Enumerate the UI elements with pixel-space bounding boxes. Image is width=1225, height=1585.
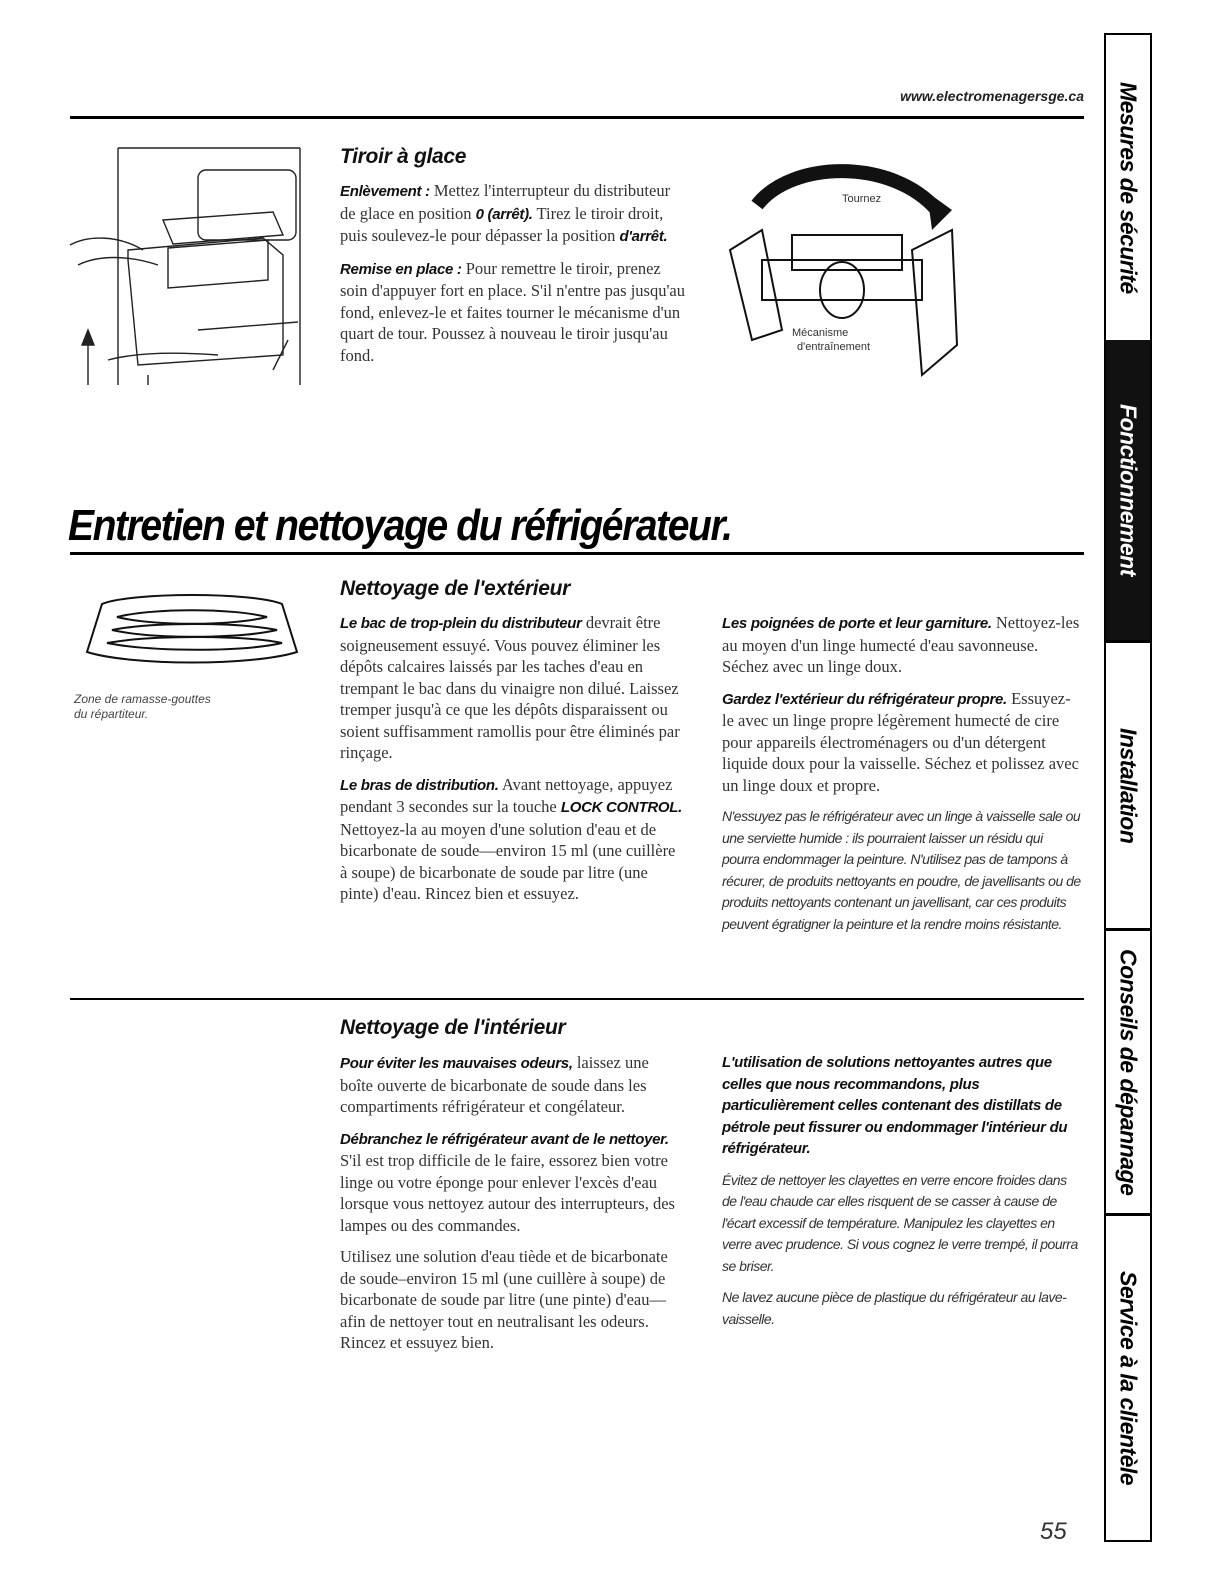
exterior-right-column [722, 612, 1082, 945]
exterior-title: Nettoyage de l'extérieur [340, 577, 571, 600]
exterior-warning: N'essuyez pas le réfrigérateur avec un linge à vaisselle sale ou une serviette humide : ils pourraient laisser un résidu qui pourra endommager la peinture. N'utilisez pas de tampons à récurer, de produits nettoyants en poudre, de javellisants ou de produits nettoyants contenant un javellisant, car ces produits peuvent égratigner la peinture et la rendre moins résistante. [722, 808, 1081, 932]
keep-clean-text: Essuyez-le avec un linge propre légèrement humecté de cire pour appareils électroménagers ou d'un détergent liquide doux pour la vaisselle. Séchez et polissez avec un linge doux et propre. [722, 688, 1079, 795]
tab-installation[interactable] [1106, 643, 1150, 928]
header-rule [70, 116, 1084, 119]
tab-conseils-de-depannage[interactable] [1106, 931, 1150, 1213]
section-tabs [1104, 33, 1152, 1542]
dishwasher-text: Ne lavez aucune pièce de plastique du réfrigérateur au lave-vaisselle. [722, 1289, 1067, 1327]
removal-text: Mettez l'interrupteur du distributeur de glace en position [340, 181, 671, 223]
title-rule [70, 552, 1084, 555]
drip-lead: Le bac de trop-plein du distributeur [340, 615, 582, 632]
tab-label: Installation [1115, 727, 1142, 844]
entrainement-label: d'entraînement [797, 341, 871, 353]
tab-label: Service à la clientèle [1115, 1270, 1142, 1486]
keep-clean-lead: Gardez l'extérieur du réfrigérateur propre. [722, 690, 1007, 708]
website-url: www.electromenagersge.ca [900, 88, 1084, 104]
tournez-label: Tournez [842, 193, 882, 205]
unplug-lead: Débranchez le réfrigérateur avant de le nettoyer. [340, 1130, 669, 1148]
page-title: Entretien et nettoyage du réfrigérateur. [68, 502, 732, 551]
drip-text: devrait être soigneusement essuyé. Vous pouvez éliminer les dépôts calcaires laissés par les taches d'eau en trempant le bac dans du vinaigre non dilué. Laissez tremper jusqu'à ce que les dépôts disparaissent ou soient suffisamment ramollis pour être éliminés par rinçage. [340, 613, 680, 762]
interior-right-column [722, 1052, 1082, 1340]
odor-text: laissez une boîte ouverte de bicarbonate de soude dans les compartiments réfrigérateur et congélateur. [340, 1053, 649, 1116]
drip-caption-line2: du répartiteur. [74, 707, 149, 721]
handles-text: Nettoyez-les au moyen d'un linge humecté d'eau savonneuse. Séchez avec un linge doux. [722, 613, 1080, 676]
ice-drawer-illustration [68, 140, 308, 390]
removal-text2: Tirez le tiroir droit, puis soulevez-le pour dépasser la position [340, 203, 664, 245]
interior-left-column [340, 1052, 685, 1364]
removal-lead: Enlèvement : [340, 183, 430, 200]
section-rule [70, 998, 1084, 1000]
arm-text2: Nettoyez-la au moyen d'une solution d'eau et de bicarbonate de soude—environ 15 ml (une cuillère à soupe) de bicarbonate de soude par litre (une pinte) d'eau. Rincez bien et essuyez. [340, 819, 676, 903]
tab-label: Fonctionnement [1115, 404, 1142, 576]
tab-label: Mesures de sécurité [1115, 81, 1142, 294]
unplug-text: S'il est trop difficile de le faire, essorez bien votre linge ou votre éponge pour enlever l'excès d'eau lorsque vous nettoyez autour des interrupteurs, des lampes ou des commandes. [340, 1151, 675, 1235]
arm-text1: Avant nettoyage, appuyez pendant 3 secondes sur la touche [340, 774, 673, 816]
interior-title: Nettoyage de l'intérieur [340, 1016, 566, 1039]
odor-lead: Pour éviter les mauvaises odeurs, [340, 1055, 573, 1072]
tab-label: Conseils de dépannage [1115, 948, 1142, 1196]
lock-control: LOCK CONTROL. [560, 799, 682, 816]
ice-drawer-text [340, 180, 685, 376]
replace-text: Pour remettre le tiroir, prenez soin d'appuyer fort en place. S'il n'entre pas jusqu'au fond, enlevez-le et faites tourner le mécanisme d'un quart de tour. Poussez à nouveau le tiroir jusqu'au fond. [340, 258, 686, 365]
mecanisme-label: Mécanisme [792, 327, 849, 339]
tab-service-a-la-clientele[interactable] [1106, 1216, 1150, 1540]
exterior-left-column [340, 612, 685, 915]
tab-mesures-de-securite[interactable] [1106, 35, 1150, 340]
ice-drawer-title: Tiroir à glace [340, 145, 467, 168]
removal-stop: d'arrêt. [619, 228, 668, 245]
glass-shelves-text: Évitez de nettoyer les clayettes en verre encore froides dans de l'eau chaude car elles risquent de se casser à cause de l'écart excessif de température. Manipulez les clayettes en verre avec prudence. Si vous cognez le verre trempé, il pourra se briser. [722, 1171, 1078, 1274]
drip-caption [74, 692, 211, 722]
drip-caption-line1: Zone de ramasse-gouttes [74, 692, 211, 706]
handles-lead: Les poignées de porte et leur garniture. [722, 615, 992, 632]
tab-fonctionnement[interactable] [1106, 340, 1150, 640]
removal-off: 0 (arrêt). [475, 205, 533, 223]
drive-mechanism-diagram [722, 140, 962, 385]
solution-text: Utilisez une solution d'eau tiède et de bicarbonate de soude–environ 15 ml (une cuillère à soupe) de bicarbonate de soude par litre (une pinte) d'eau—afin de nettoyer tout en neutralisant les odeurs. Rincez et essuyez bien. [340, 1247, 668, 1352]
drip-tray-illustration [72, 582, 312, 672]
page-number: 55 [1040, 1518, 1067, 1545]
interior-warning-lead: L'utilisation de solutions nettoyantes autres que celles que nous recommandons, plus particulièrement celles contenant des distillats de pétrole peut fissurer ou endommager l'intérieur du réfrigérateur. [722, 1054, 1068, 1157]
replace-lead: Remise en place : [340, 260, 462, 278]
arm-lead: Le bras de distribution. [340, 776, 499, 794]
